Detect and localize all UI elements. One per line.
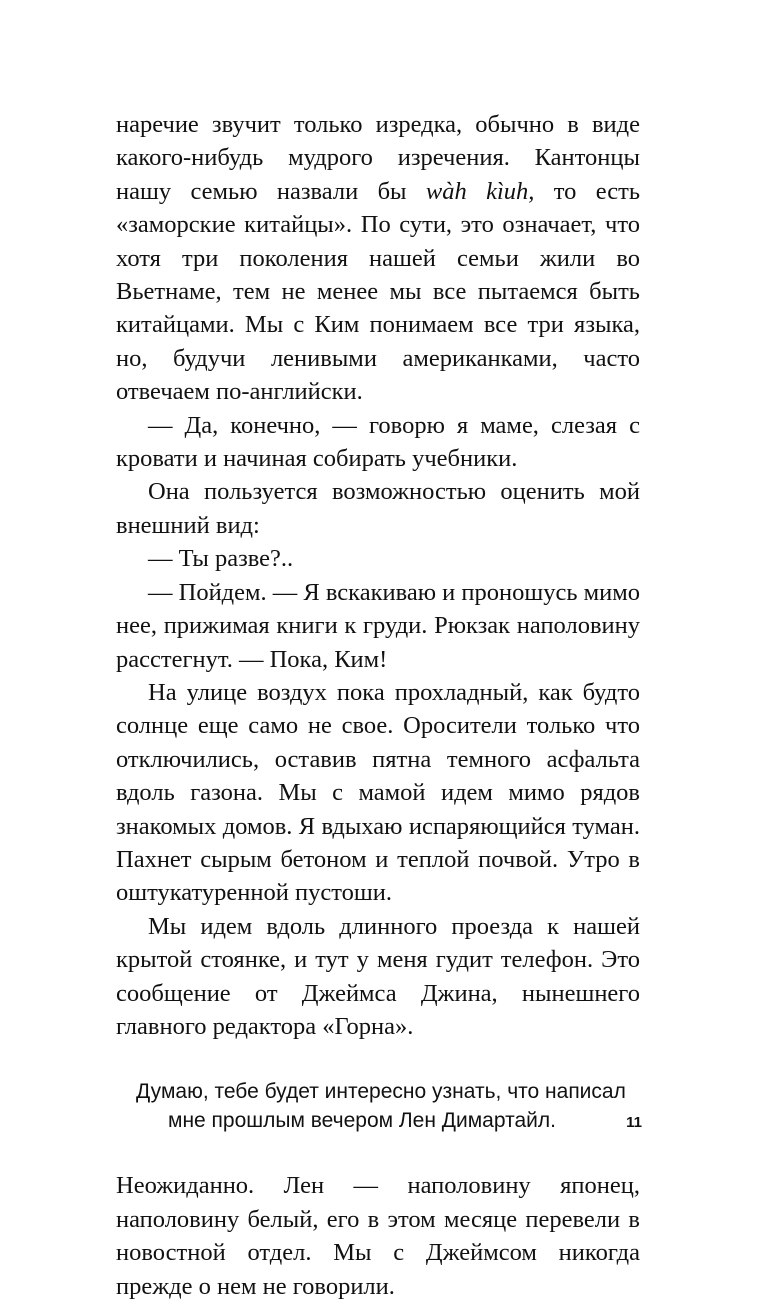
paragraph-1-continuation: то есть «заморские китайцы». По сути, это означает, что хотя три поколения нашей семьи жили во Вьетнаме, тем не менее мы все пытаемся быть китайцами. Мы с Ким понимаем все три языка, но, будучи ленивыми американками, часто отвечаем по-английски.: [116, 177, 641, 406]
page-body: [116, 108, 640, 1303]
paragraph-3: Она пользуется возможностью оценить мой внешний вид:: [116, 478, 640, 539]
paragraph-6: На улице воздух пока прохладный, как будто солнце еще само не свое. Оросители только что отключились, оставив пятна темного асфальта вдоль газона. Мы с мамой идем мимо рядов знакомых домов. Я вдыхаю испаряющийся туман. Пахнет сырым бетоном и теплой почвой. Утро в оштукатуренной пустоши.: [116, 678, 640, 907]
paragraph-4: — Ты разве?..: [148, 545, 294, 573]
paragraph-8: Неожиданно. Лен — наполовину японец, наполовину белый, его в этом месяце перевели в новостной отдел. Мы с Джеймсом никогда прежде о нем не говорили.: [116, 1172, 640, 1300]
foreign-term: wàh kìuh,: [425, 177, 535, 205]
paragraph-7: Мы идем вдоль длинного проезда к нашей крытой стоянке, и тут у меня гудит телефон. Это сообщение от Джеймса Джина, нынешнего главного редактора «Горна».: [116, 912, 640, 1040]
paragraph-5: — Пойдем. — Я вскакиваю и проношусь мимо нее, прижимая книги к груди. Рюкзак наполовину расстегнут. — Пока, Ким!: [116, 578, 640, 673]
page-number: 11: [626, 1114, 642, 1131]
paragraph-1: [116, 108, 640, 409]
paragraph-2: — Да, конечно, — говорю я маме, слезая с кровати и начиная собирать учебники.: [116, 411, 640, 473]
text-message: Думаю, тебе будет интересно узнать, что написал мне прошлым вечером Лен Димартайл.: [136, 1080, 626, 1133]
paragraph-1-text: наречие звучит только изредка, обычно в виде какого-нибудь мудрого изречения. Кантонцы нашу семью назвали бы: [116, 111, 640, 205]
